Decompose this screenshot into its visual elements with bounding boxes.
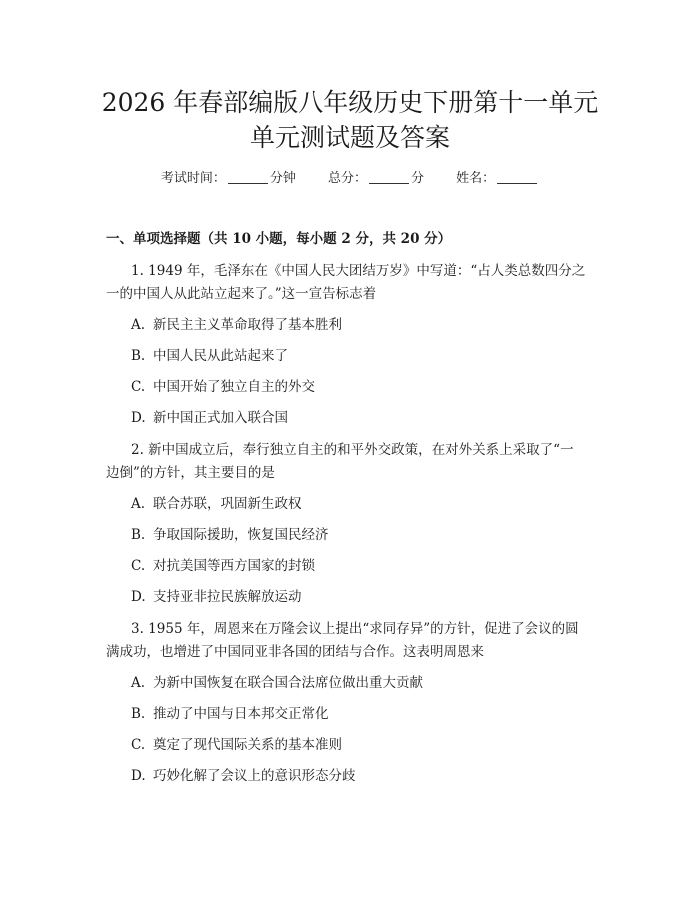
option-letter: B. <box>131 527 146 543</box>
option-letter: D. <box>131 410 146 426</box>
question-2-stem-line-2: 边倒”的方针，其主要目的是 <box>106 465 275 481</box>
option-text: 支持亚非拉民族解放运动 <box>153 589 302 605</box>
option-letter: B. <box>131 706 146 722</box>
question-1-stem-line-1: 1. 1949 年，毛泽东在《中国人民大团结万岁》中写道：“占人类总数四分之 <box>131 263 586 279</box>
option-text: 中国开始了独立自主的外交 <box>153 379 315 395</box>
option-text: 新民主主义革命取得了基本胜利 <box>153 317 342 333</box>
question-2-stem-line-1: 2. 新中国成立后，奉行独立自主的和平外交政策，在对外关系上采取了“一 <box>131 442 574 458</box>
option-text: 推动了中国与日本邦交正常化 <box>153 706 329 722</box>
question-1-option-d <box>131 408 288 428</box>
option-letter: A. <box>131 317 146 333</box>
option-letter: D. <box>131 768 146 784</box>
option-text: 联合苏联，巩固新生政权 <box>153 496 302 512</box>
question-2-option-c <box>131 556 315 576</box>
exam-time-unit: 分钟 <box>269 171 296 186</box>
title-line-1: 2026 年春部编版八年级历史下册第十一单元 <box>101 88 599 117</box>
total-score-field <box>328 171 424 186</box>
option-letter: D. <box>131 589 146 605</box>
exam-time-field <box>161 171 296 186</box>
option-letter: C. <box>131 379 146 395</box>
exam-time-blank <box>228 171 268 184</box>
exam-time-label: 考试时间： <box>160 171 226 186</box>
question-2-option-b <box>131 525 329 545</box>
option-text: 对抗美国等西方国家的封锁 <box>153 558 315 574</box>
option-letter: C. <box>131 737 146 753</box>
question-1-option-a <box>131 315 342 335</box>
question-1-option-b <box>131 346 288 366</box>
option-text: 巧妙化解了会议上的意识形态分歧 <box>153 768 356 784</box>
title-line-2: 单元测试题及答案 <box>249 123 450 152</box>
question-1-option-c <box>131 377 315 397</box>
question-3-option-c <box>131 735 342 755</box>
name-blank <box>497 171 537 184</box>
option-letter: A. <box>131 675 146 691</box>
question-2-option-a <box>131 494 302 514</box>
name-field <box>456 171 539 186</box>
option-text: 奠定了现代国际关系的基本准则 <box>153 737 342 753</box>
question-3-stem-line-1: 3. 1955 年，周恩来在万隆会议上提出“求同存异”的方针，促进了会议的圆 <box>131 621 579 637</box>
name-label: 姓名： <box>456 171 496 186</box>
option-text: 新中国正式加入联合国 <box>153 410 288 426</box>
question-3-option-a <box>131 673 423 693</box>
exam-meta <box>0 170 700 188</box>
total-score-blank <box>369 171 409 184</box>
question-3-stem-line-2: 满成功，也增进了中国同亚非各国的团结与合作。这表明周恩来 <box>106 644 484 660</box>
section-heading-single-choice: 一、单项选择题（共 10 小题，每小题 2 分，共 20 分） <box>106 231 452 247</box>
option-text: 中国人民从此站起来了 <box>153 348 288 364</box>
option-text: 为新中国恢复在联合国合法席位做出重大贡献 <box>153 675 423 691</box>
question-2-option-d <box>131 587 302 607</box>
total-score-unit: 分 <box>411 171 425 186</box>
question-3-option-d <box>131 766 356 786</box>
question-3-option-b <box>131 704 329 724</box>
option-letter: C. <box>131 558 146 574</box>
option-letter: B. <box>131 348 146 364</box>
question-1-stem-line-2: 一的中国人从此站立起来了。”这一宣告标志着 <box>106 286 377 302</box>
total-score-label: 总分： <box>327 171 367 186</box>
option-letter: A. <box>131 496 146 512</box>
option-text: 争取国际援助，恢复国民经济 <box>153 527 329 543</box>
